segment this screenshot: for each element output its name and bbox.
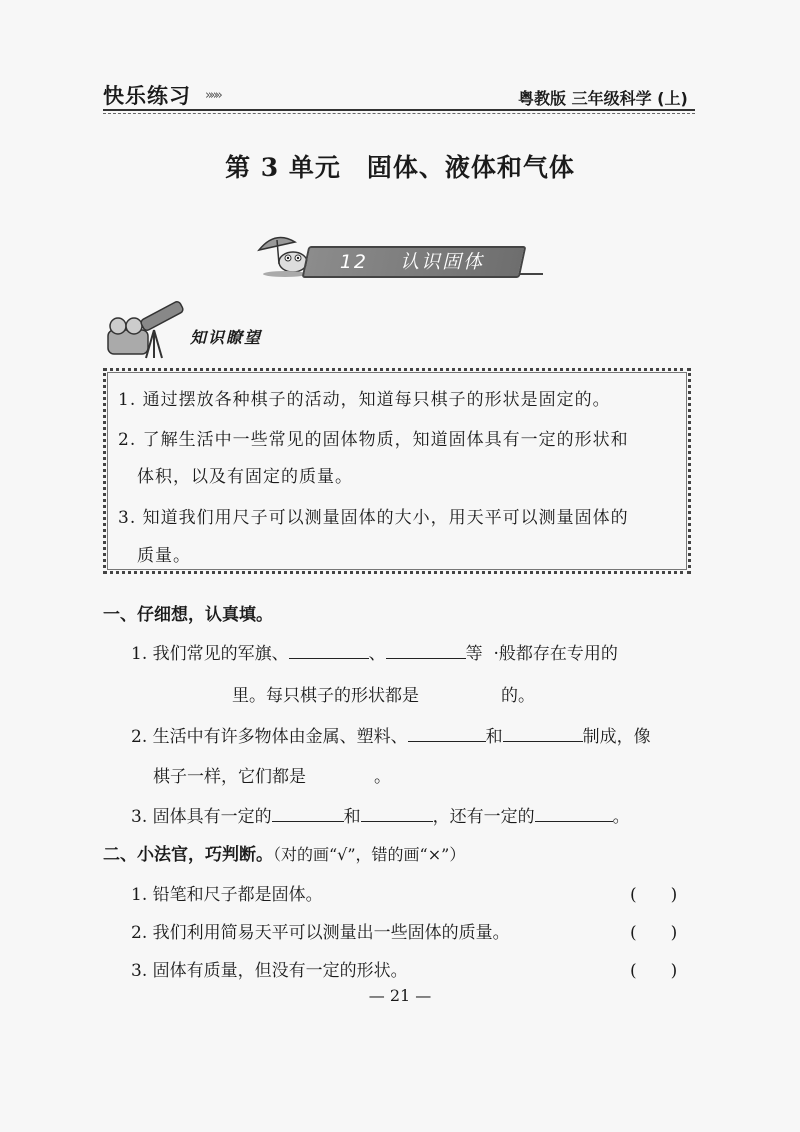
question-1-line2: 里。每只棋子的形状都是 的。	[232, 686, 535, 706]
fill-blank[interactable]	[408, 723, 486, 742]
judge-item: 1. 铅笔和尺子都是固体。	[131, 885, 323, 905]
goal-item: 2. 了解生活中一些常见的固体物质，知道固体具有一定的形状和	[118, 430, 629, 450]
section2-heading: 二、小法官，巧判断。（对的画“√”，错的画“×”）	[103, 845, 466, 865]
unit-title: 第 3 单元 固体、液体和气体	[225, 153, 575, 182]
fill-blank[interactable]	[361, 803, 433, 822]
header-brand: 快乐练习	[103, 84, 191, 108]
fill-blank[interactable]	[503, 723, 583, 742]
goal-item-continued: 体积，以及有固定的质量。	[137, 467, 353, 487]
page-number: — 21 —	[368, 986, 432, 1005]
telescope-illustration	[104, 296, 194, 362]
fill-blank[interactable]	[386, 640, 466, 659]
banner-underline	[519, 273, 543, 275]
lesson-title	[305, 246, 519, 278]
section1-heading: 一、仔细想，认真填。	[103, 605, 273, 625]
question-1-line1: 1. 我们常见的军旗、 、 等 ·般都存在专用的	[131, 639, 618, 664]
lesson-number: 12	[339, 251, 368, 273]
question-3: 3. 固体具有一定的 和 ，还有一定的 。	[131, 802, 630, 827]
section-badge: 知识瞭望	[190, 328, 263, 347]
fill-blank[interactable]	[535, 803, 613, 822]
header-edition: 粤教版 三年级科学 (上)	[518, 89, 688, 108]
header-rule-dashed	[103, 113, 695, 114]
answer-parentheses[interactable]: ( )	[630, 961, 678, 981]
goal-item: 3. 知道我们用尺子可以测量固体的大小，用天平可以测量固体的	[118, 508, 629, 528]
judge-item: 3. 固体有质量，但没有一定的形状。	[131, 961, 408, 981]
judge-item: 2. 我们利用简易天平可以测量出一些固体的质量。	[131, 923, 510, 943]
question-2-line2: 棋子一样，它们都是 。	[153, 767, 391, 787]
header-rule	[103, 109, 695, 111]
fill-blank[interactable]	[289, 640, 369, 659]
goal-item: 1. 通过摆放各种棋子的活动，知道每只棋子的形状是固定的。	[118, 390, 611, 410]
section2-note: （对的画“√”，错的画“×”）	[273, 845, 466, 864]
answer-parentheses[interactable]: ( )	[630, 885, 678, 905]
answer-parentheses[interactable]: ( )	[630, 923, 678, 943]
goal-item-continued: 质量。	[137, 546, 191, 566]
header-chevrons: »»»	[205, 88, 220, 103]
question-2-line1: 2. 生活中有许多物体由金属、塑料、 和 制成，像	[131, 722, 651, 747]
fill-blank[interactable]	[272, 803, 344, 822]
lesson-name: 认识固体	[400, 251, 485, 273]
